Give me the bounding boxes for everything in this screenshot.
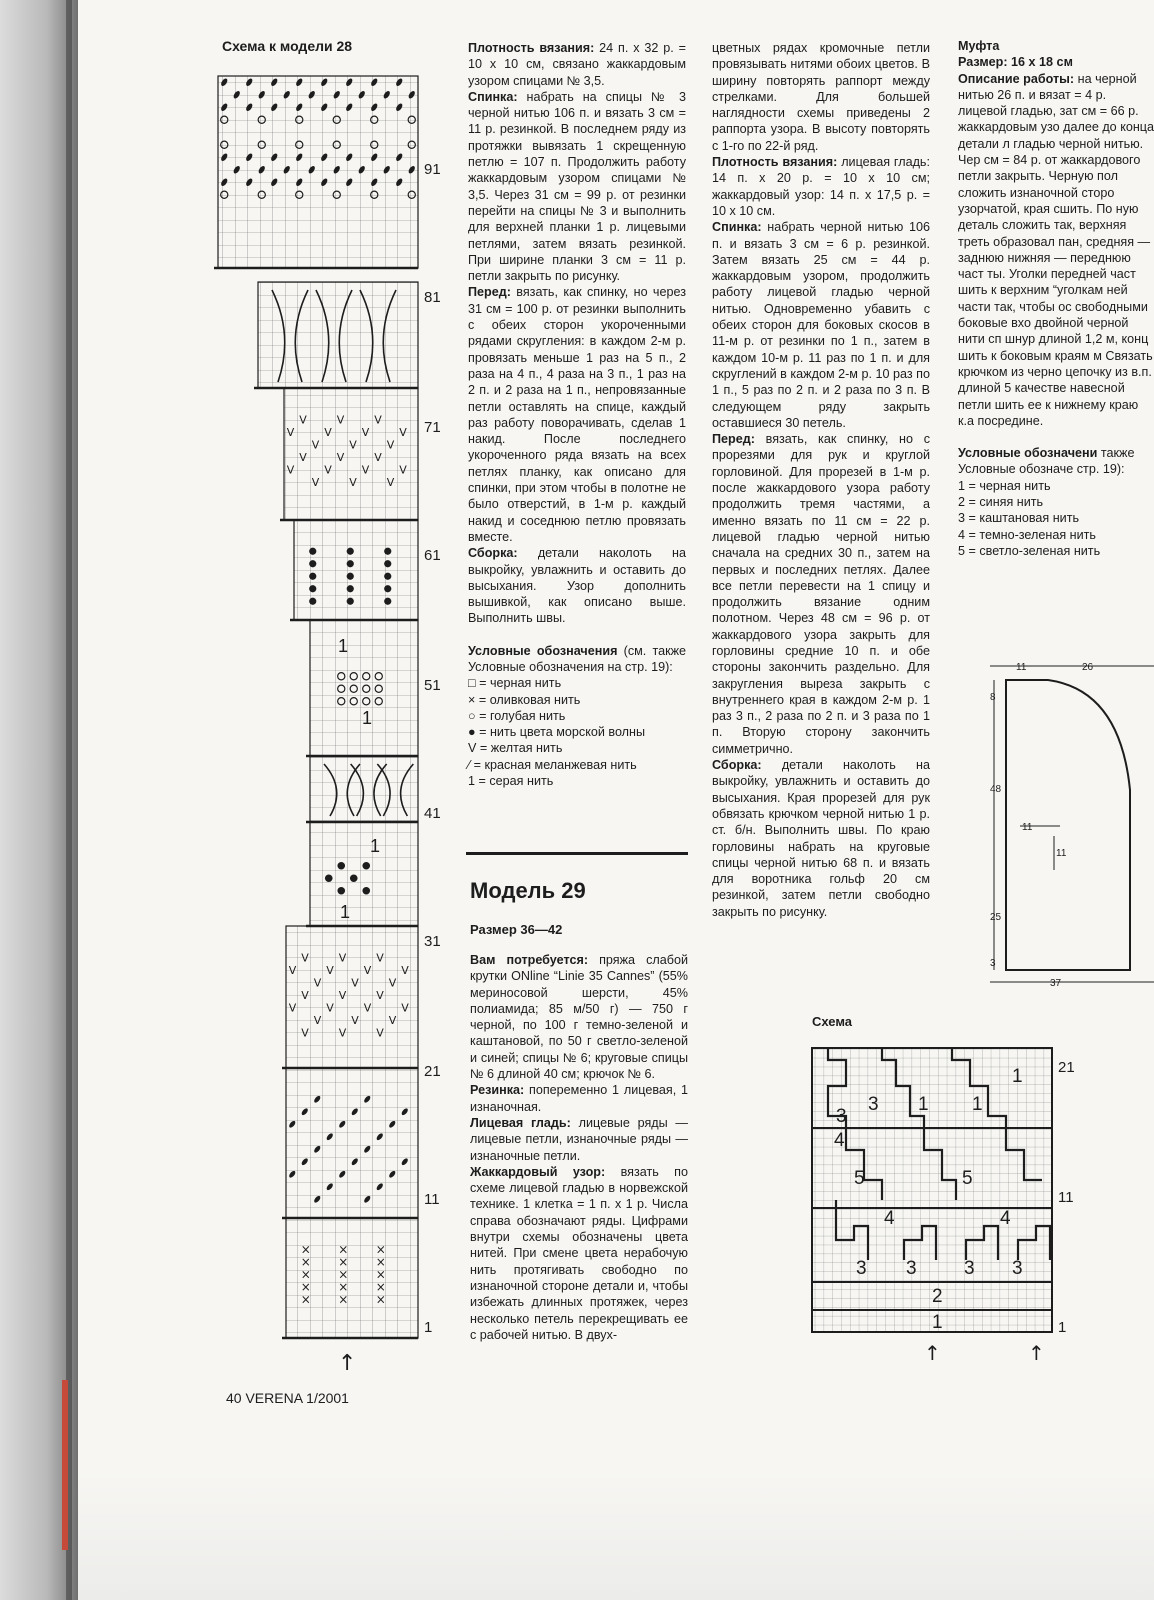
front-text-2: вязать, как спинку, но с прорезями для рук и круглой горловиной. Для прорезей в 1-м р. после жаккардового узора работу продолжить тремя частями, а именно вязать по 11 см = 22 р. лицевой гладью черной нитью сначала на средних 30 п., затем на первых и последних петлях. Далее все петли перевести на 1 спицу и продолжить вязание одним полотном. Через 48 см = 96 р. от жаккардового узора закрыть для горловины средние 10 п. и обе стороны закончить раздельно. Для закругления выреза закрыть с внутреннего края в каждом 2-м р. 1 раз 3 п., 2 раза по 2 п. и 3 раза по 1 п. Вторую сторону закончить симметрично. <box>712 432 930 756</box>
legend-label: Условные обозначения <box>468 643 618 658</box>
dim-label: 48 <box>990 784 1002 795</box>
scheme2-color-label: 3 <box>868 1094 879 1115</box>
chart28-symbol <box>384 548 391 555</box>
materials-text: пряжа слабой крутки ONline “Linie 35 Cannes” (55% мериносовой шерсти, 45% полиамида; 85 м/50 г) — 750 г черной, по 100 г темно-зеленой и каштановой, по 50 г светло-зеленой и синей; спицы № 6; круговые спицы № 6 длиной 40 см; крючок № 6. <box>470 953 688 1082</box>
density-text-2: лицевая гладь: 14 п. х 20 р. = 10 х 10 см; жаккардовый узор: 14 п. х 17,5 р. = 10 х 10 см. <box>712 155 930 218</box>
column-3 <box>958 38 1154 638</box>
assembly-paragraph-2 <box>712 757 930 920</box>
legend-item: × = оливковая нить <box>468 692 581 707</box>
back-label: Спинка: <box>468 89 518 104</box>
muff-work-paragraph <box>958 71 1154 430</box>
muff-work-text: на черной нитью 26 п. и вязат = 4 р. лицевой гладью, зат см = 66 р. жаккардовым узо далее до конца детали л гладью черной нитью. Чер см = 84 р. от жаккардового петли закрыть. Черную пол сложить изнаночной сторо узорчатой, края сшить. По ную деталь сложить так, верхняя треть образовал пан, средняя — заднюю нижняя — переднюю част ты. Уголки передней част шить к верхним “уголкам ней части так, чтобы ос свободными боковые вхо двойной черной нити сп шнур длиной 1,2 м, конц шить к боковым краям м Связать крючком из черно цепочку из в.п. длиной 5 качестве навесной петли шить ее к нижнему краю к.а посредине. <box>958 71 1154 428</box>
chart28-symbol <box>347 560 354 567</box>
chart28-symbol <box>347 573 354 580</box>
scheme2-color-label: 3 <box>836 1106 847 1127</box>
dim-label: 11 <box>1022 822 1033 833</box>
chart28-symbol: V <box>299 450 307 464</box>
legend-item-2: 3 = каштановая нить <box>958 511 1080 526</box>
chart28-color-label: 1 <box>338 636 349 656</box>
stockinette-label: Лицевая гладь: <box>470 1115 571 1130</box>
scheme2-title: Схема <box>812 1014 853 1029</box>
chart28-section <box>258 282 418 388</box>
chart28-symbol: × <box>338 1292 349 1307</box>
legend-item-2: 5 = светло-зеленая нить <box>958 543 1101 558</box>
dim-label: 11 <box>1056 848 1067 859</box>
chart28-color-label: 1 <box>370 836 381 856</box>
scheme2-color-label: 3 <box>906 1258 917 1279</box>
chart28-symbol: V <box>388 1013 397 1027</box>
chart28-symbol <box>347 548 354 555</box>
stockinette-paragraph <box>470 1115 688 1164</box>
chart28-symbol: V <box>401 963 409 977</box>
scheme2-color-label: 4 <box>1000 1208 1011 1229</box>
scheme2-color-label: 2 <box>932 1286 943 1307</box>
chart28-symbol: × <box>375 1267 386 1282</box>
front-label-2: Перед: <box>712 432 755 447</box>
chart28-symbol: V <box>338 951 347 965</box>
scheme2-color-label: 3 <box>1012 1258 1023 1279</box>
legend-item: V = желтая нить <box>468 741 563 756</box>
chart28-section <box>286 1068 418 1218</box>
chart28-color-label: 1 <box>362 708 373 728</box>
chart28-symbol: V <box>363 1001 372 1015</box>
legend-item: □ = черная нить <box>468 676 562 691</box>
chart28-symbol: V <box>301 1026 309 1040</box>
back-text-2: набрать черной нитью 106 п. и вязать 3 см = 6 р. резинкой. Затем вязать 25 см = 44 р. жаккардовым узором, продолжить работу лицевой гладью черной нитью. Одновременно убавить с обеих сторон для боковых скосов в 11-м р. от резинки по 1 п., затем в каждом 10-м р. 11 раз по 1 п. и для скруглений в каждом 2-м р. 10 раз по 1 п., 5 раз по 2 п. и 2 раза по 3 п. В следующем ряду закрыть оставшиеся 30 петель. <box>712 220 930 430</box>
chart28-symbol: × <box>375 1279 386 1294</box>
scheme2-color-label: 1 <box>932 1312 943 1333</box>
legend-item: ● = нить цвета морской волны <box>468 725 646 740</box>
chart28-symbol: × <box>375 1254 386 1269</box>
chart28-symbol: × <box>338 1267 349 1282</box>
legend-heading <box>468 643 686 676</box>
scheme2-color-label: 5 <box>962 1168 973 1189</box>
stockinette-text: лицевые ряды — лицевые петли, изнаночные ряды — изнаночные петли. <box>470 1115 688 1163</box>
legend-item: ⁄ = красная меланжевая нить <box>468 757 637 772</box>
chart28-symbol: V <box>351 1013 359 1027</box>
chart28-symbol: V <box>288 963 297 977</box>
chart28-row-number: 1 <box>424 1319 433 1336</box>
chart28-symbol <box>309 548 316 555</box>
legend-heading-2 <box>958 445 1154 478</box>
chart28-symbol: V <box>349 475 357 489</box>
density-label-2: Плотность вязания: <box>712 155 838 170</box>
section-divider <box>466 852 688 855</box>
materials-label: Вам потребуется: <box>470 953 589 967</box>
spine-color-strip <box>62 1380 68 1550</box>
chart28-symbol: × <box>338 1242 349 1257</box>
assembly-label-2: Сборка: <box>712 758 762 773</box>
assembly-text-2: детали наколоть на выкройку, увлажнить и оставить до высыхания. Края прорезей для рук обвязать крючком черной нитью 1 р. ст. б/н. Выполнить швы. По краю горловины набрать на круговые спицы черной нитью 68 п. и вязать для воротника гольф 20 см резинкой, затем петли свободно закрыть по рисунку. <box>712 758 930 919</box>
chart28-symbol: V <box>338 988 347 1002</box>
chart28-symbol: V <box>336 450 345 464</box>
chart28-symbol: × <box>375 1242 386 1257</box>
chart28-symbol <box>325 874 333 882</box>
dim-label: 25 <box>990 912 1002 923</box>
chart28-symbol: V <box>376 951 384 965</box>
chart28-symbol <box>309 573 316 580</box>
chart28-symbol <box>384 560 391 567</box>
chart28-symbol: V <box>311 475 320 489</box>
chart28-symbol: V <box>324 425 332 439</box>
arrow-up-icon: ↑ <box>924 1341 941 1365</box>
chart28-symbol <box>384 585 391 592</box>
chart28-section <box>218 76 418 268</box>
back-label-2: Спинка: <box>712 220 762 235</box>
chart28-symbol: V <box>401 1001 409 1015</box>
legend-intro: (см. также Условные обозначения на стр. 19): <box>468 643 687 674</box>
muff-size-text: Размер: 16 х 18 см <box>958 55 1073 70</box>
chart28 <box>210 70 450 1380</box>
front-paragraph-2 <box>712 431 930 757</box>
scheme2-color-label: 5 <box>854 1168 865 1189</box>
chart28-symbol: V <box>313 1013 322 1027</box>
chart28-row-number: 51 <box>424 677 441 694</box>
chart28-row-number: 61 <box>424 547 441 564</box>
chart28-row-number: 21 <box>424 1063 441 1080</box>
chart28-symbol: V <box>386 438 395 452</box>
scheme2-row-number: 21 <box>1058 1059 1075 1076</box>
back-text: набрать на спицы № 3 черной нитью 106 п. и вязать 3 см = 11 р. резинкой. В последнем ряду из протяжки вывязать 1 скрещенную петлю = 107 п. Продолжить работу жаккардовым узором спицами № 3,5. Через 31 см = 99 р. от резинки перейти на спицы № 3 и выполнить для верхней планки 1 р. лицевыми петлями, затем вязать резинкой. При ширине планки 3 см = 11 р. петли закрыть по рисунку. <box>468 89 686 284</box>
density-text: 24 п. х 32 р. = 10 х 10 см, связано жаккардовым узором спицами № 3,5. <box>468 41 686 88</box>
chart28-section <box>310 620 418 756</box>
muff-work-label: Описание работы: <box>958 71 1075 86</box>
rib-paragraph <box>470 1082 688 1115</box>
legend-item-2: 1 = черная нить <box>958 478 1051 493</box>
chart28-symbol: V <box>286 463 295 477</box>
chart28-symbol: V <box>326 1001 334 1015</box>
chart28-symbol: V <box>311 438 320 452</box>
legend-label-2: Условные обозначени <box>958 446 1098 461</box>
spine-edge <box>66 0 72 1600</box>
chart28-row-number: 91 <box>424 161 441 178</box>
chart28-symbol: V <box>388 976 397 990</box>
chart28-symbol: V <box>324 463 332 477</box>
chart28-symbol: V <box>301 988 309 1002</box>
chart28-symbol: × <box>300 1267 311 1282</box>
chart28-symbol: × <box>300 1242 311 1257</box>
materials-paragraph <box>470 952 688 1082</box>
chart28-symbol: V <box>301 951 309 965</box>
column-1 <box>468 40 686 789</box>
muff-title-text: Муфта <box>958 39 1000 53</box>
dim-label: 26 <box>1082 662 1094 673</box>
density-paragraph-2 <box>712 154 930 219</box>
chart28-symbol <box>309 598 316 605</box>
page-shadow <box>78 1470 1154 1600</box>
page-footer: 40 VERENA 1/2001 <box>226 1390 349 1406</box>
front-label: Перед: <box>468 285 511 300</box>
model29-intro <box>470 952 688 1343</box>
chart28-title: Схема к модели 28 <box>222 38 353 54</box>
assembly-label: Сборка: <box>468 546 518 561</box>
back-paragraph <box>468 89 686 285</box>
chart28-symbol: V <box>286 425 295 439</box>
chart28-symbol <box>337 862 345 870</box>
scheme2-color-label: 3 <box>964 1258 975 1279</box>
chart28-symbol: V <box>363 963 372 977</box>
scheme2-repeat-arrows <box>924 1341 1045 1365</box>
legend-item: ○ = голубая нить <box>468 708 566 723</box>
chart28-symbol <box>350 874 358 882</box>
chart28-symbol: V <box>338 1026 347 1040</box>
scheme2-color-label: 1 <box>972 1094 983 1115</box>
chart28-symbol <box>362 887 370 895</box>
chart28-symbol: V <box>374 413 382 427</box>
muff-title <box>958 38 1154 54</box>
chart28-row-number: 31 <box>424 933 441 950</box>
jacquard-label: Жаккардовый узор: <box>470 1164 606 1179</box>
scheme2-color-label: 4 <box>834 1130 845 1151</box>
chart28-symbol: V <box>313 976 322 990</box>
chart28-symbol <box>384 573 391 580</box>
chart28-symbol <box>347 598 354 605</box>
dim-label: 11 <box>1016 662 1027 673</box>
scheme2-color-label: 4 <box>884 1208 895 1229</box>
scheme2-chart <box>806 1040 1096 1370</box>
garment-schematic <box>990 650 1154 990</box>
chart28-symbol: × <box>300 1279 311 1294</box>
chart28-symbol <box>347 585 354 592</box>
chart28-symbol: × <box>300 1254 311 1269</box>
legend-item: 1 = серая нить <box>468 774 554 789</box>
chart28-symbol: V <box>361 463 370 477</box>
chart28-symbol: V <box>386 475 395 489</box>
legend-item-2: 4 = темно-зеленая нить <box>958 527 1096 542</box>
arrow-up-icon: ↑ <box>338 1351 357 1376</box>
chart28-symbol <box>309 560 316 567</box>
chart28-symbol: V <box>399 463 407 477</box>
assembly-text: детали наколоть на выкройку, увлажнить и оставить до высыхания. Узор дополнить вышивкой, как описано выше. Выполнить швы. <box>468 546 686 626</box>
chart28-symbol: V <box>326 963 334 977</box>
chart28-row-number: 71 <box>424 419 441 436</box>
chart28-symbol: V <box>374 450 382 464</box>
jacquard-text: вязать по схеме лицевой гладью в норвежской технике. 1 клетка = 1 п. х 1 р. Числа справа обозначают ряды. Цифрами внутри схемы обозначены цвета нитей. При смене цвета нерабочую нить протягивать свободно по изнаночной стороне детали и, чтобы избежать длинных протяжек, через несколько петель перекрещивать ее с рабочей нитью. В двух- <box>470 1164 688 1342</box>
density-paragraph <box>468 40 686 89</box>
chart28-symbol: V <box>336 413 345 427</box>
back-paragraph-2 <box>712 219 930 431</box>
legend-intro-2: также Условные обозначе стр. 19): <box>958 446 1135 477</box>
front-paragraph <box>468 284 686 545</box>
arrow-up-icon: ↑ <box>1028 1341 1045 1365</box>
scheme2-color-label: 1 <box>1012 1066 1023 1087</box>
chart28-symbol: × <box>375 1292 386 1307</box>
chart28-symbol <box>384 598 391 605</box>
chart28-section <box>310 822 418 926</box>
chart28-symbol: V <box>376 1026 384 1040</box>
chart28-symbol <box>309 585 316 592</box>
model29-size: Размер 36—42 <box>470 922 563 937</box>
chart28-row-number: 11 <box>424 1191 440 1208</box>
chart28-symbol: V <box>351 976 359 990</box>
dim-label: 8 <box>990 692 996 703</box>
dim-label: 37 <box>1050 978 1062 989</box>
legend-item-2: 2 = синяя нить <box>958 495 1044 510</box>
scheme2-color-label: 1 <box>918 1094 929 1115</box>
rib-label: Резинка: <box>470 1083 525 1098</box>
model29-title: Модель 29 <box>470 878 586 903</box>
chart28-symbol: × <box>338 1279 349 1294</box>
chart28-symbol <box>337 887 345 895</box>
chart28-symbol: × <box>300 1292 311 1307</box>
chart28-symbol: V <box>361 425 370 439</box>
chart28-symbol: V <box>349 438 357 452</box>
chart28-symbol: V <box>288 1001 297 1015</box>
scheme2-color-label: 3 <box>856 1258 867 1279</box>
chart28-symbol: V <box>299 413 307 427</box>
continued-paragraph: цветных рядах кромочные петли провязывать нитями обоих цветов. В ширину повторять раппорт между стрелками. Для большей наглядности схемы приведены 2 раппорта узора. В высоту повторять с 1-го по 22-й ряд. <box>712 41 930 153</box>
chart28-row-number: 81 <box>424 289 441 306</box>
density-label: Плотность вязания: <box>468 41 595 55</box>
scheme2-row-number: 1 <box>1058 1319 1067 1336</box>
column-2 <box>712 40 930 920</box>
dim-label: 3 <box>990 958 996 969</box>
chart28-symbol: V <box>376 988 384 1002</box>
muff-size <box>958 54 1154 70</box>
jacquard-paragraph <box>470 1164 688 1343</box>
chart28-row-number: 41 <box>424 805 441 822</box>
rib-text: попеременно 1 лицевая, 1 изнаночная. <box>470 1083 688 1114</box>
chart28-symbol <box>362 862 370 870</box>
chart28-symbol: × <box>338 1254 349 1269</box>
scheme2-row-number: 11 <box>1058 1189 1074 1206</box>
front-text: вязать, как спинку, но через 31 см = 100 р. от резинки выполнить с обеих сторон укороченными рядами скругления: в каждом 2-м р. провязать меньше 1 раз на 5 п., 2 раза на 4 п., 4 раза на 3 п., 1 раз на 2 п. и 2 раза на 1 п., непровязанные петли оставлять на спице, каждый раз работу поворачивать, сделав 1 накид. После последнего укороченного ряда вязать на всех петлях планку, как описано для спинки, при этом чтобы в полотне не было отверстий, в 1-м р. каждый накид и соседнюю петлю провязать вместе. <box>468 285 686 544</box>
chart28-section <box>294 520 418 620</box>
chart28-color-label: 1 <box>340 902 351 922</box>
chart28-row-numbers <box>424 161 441 1336</box>
chart28-symbol: V <box>399 425 407 439</box>
assembly-paragraph <box>468 545 686 626</box>
